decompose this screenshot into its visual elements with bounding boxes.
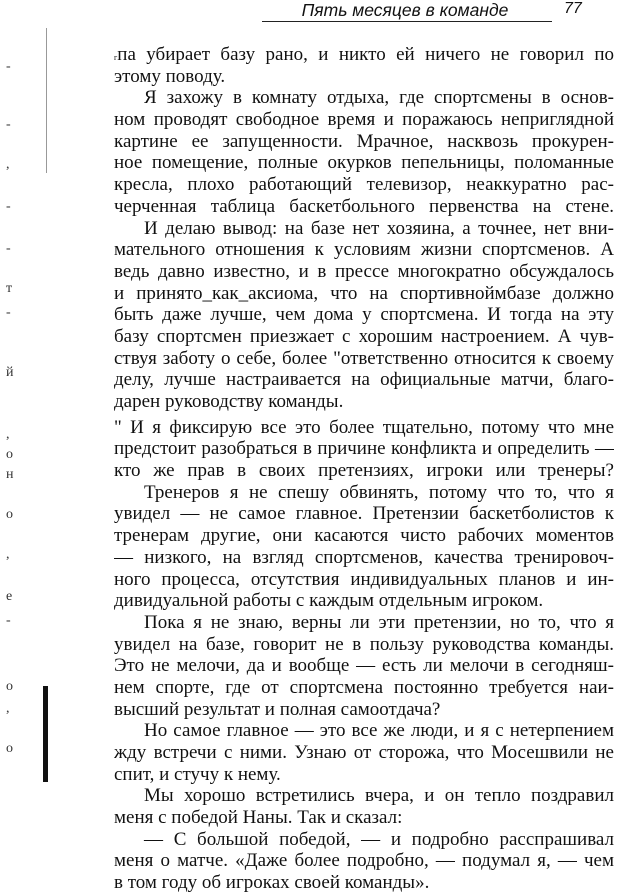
text-line [114,174,614,196]
text-line [114,807,614,829]
running-title: Пять месяцев в команде [301,0,509,20]
text-line-content: делу, лучше настраивается на официальные матчи, благо- [114,369,614,391]
text-line-content: мательного отношения к условиям жизни спортсменов. А [114,239,614,261]
margin-mark: - [6,117,11,132]
text-line-content: спит, и стучу к нему. [114,763,281,785]
text-line [114,503,614,525]
text-line-content: Пока я не знаю, верны ли эти претензии, но то, что я [144,611,614,633]
text-line [114,66,614,88]
text-line [114,872,614,894]
text-line [114,44,614,66]
text-line-content: меня о матче. «Даже более подробно, — подумал я, — чем [114,850,614,872]
text-line-content: па убирает базу рано, и никто ей ничего не говорил по [117,44,614,65]
text-line-content: этому поводу. [114,65,226,87]
text-line-content: увидел на базе, говорит не в пользу руководства команды. [114,633,614,655]
text-line-content: и принято_как_аксиома, что на спортивноймбазе должно [114,282,614,304]
text-line-content: дивидуальной работы с каждым отдельным игроком. [114,590,544,612]
text-line [114,218,614,240]
text-line [114,87,614,109]
line-prefix-mark: г [114,53,118,62]
text-line-content: базу спортсмен приезжает с хорошим настроением. А чув- [114,325,614,347]
text-line [114,547,614,569]
text-line [114,109,614,131]
text-line [114,764,614,786]
gutter-rule [46,28,47,173]
text-line-content: ствуя заботу о себе, более "ответственно относится к своему [114,347,614,369]
text-line-content: тренерам другие, они касаются чисто рабочих моментов [114,525,614,547]
text-line [114,261,614,283]
text-line-content: Мы хорошо встретились вчера, и он тепло поздравил [144,785,614,807]
text-line [114,283,614,305]
text-line-content: кто же прав в своих претензиях, игроки или тренеры? [114,460,614,482]
text-line-content: Но самое главное — это все же люди, и я с нетерпением [144,720,614,742]
margin-mark: - [6,613,11,628]
text-line-content: — низкого, на взгляд спортсменов, качества тренировоч- [114,546,614,568]
text-line-content: ном проводят свободное время и поражаюсь неприглядной [114,109,614,131]
margin-mark: , [6,547,10,562]
text-line-content: увидел — не самое главное. Претензии баскетболистов к [114,503,614,525]
text-line-content: кресла, плохо работающий телевизор, неаккуратно рас- [114,174,614,196]
margin-mark: , [6,427,10,442]
margin-mark: о [6,507,13,522]
text-line [114,460,614,482]
margin-mark: - [6,59,11,74]
text-line [114,742,614,764]
header-rule [262,21,552,22]
text-line-content: нем спорте, где от спортсмена постоянно требуется наи- [114,676,614,698]
margin-mark: т [6,281,13,296]
text-line [114,655,614,677]
margin-mark: о [6,447,13,462]
gutter-bar [43,686,48,782]
margin-mark: - [6,305,11,320]
text-line [114,482,614,504]
margin-mark: й [6,365,14,380]
text-line-content: Я захожу в комнату отдыха, где спортсмены в основ- [144,87,614,109]
text-line-content: быть даже лучше, чем дома у спортсмена. И тогда на эту [114,304,614,326]
text-line-content: И делаю вывод: на базе нет хозяина, а точнее, нет вни- [144,217,614,239]
margin-mark: о [6,679,13,694]
margin-mark: - [6,199,11,214]
margin-mark: н [6,467,14,482]
margin-mark: , [6,701,10,716]
text-line-content: дарен руководству команды. [114,391,344,412]
text-line-content: меня с победой Наны. Так и сказал: [114,807,403,829]
text-body [114,44,614,894]
text-line [114,391,614,413]
text-line-content: Это не мелочи, да и вообще — есть ли мелочи в сегодняш- [114,655,614,677]
text-line [114,525,614,547]
text-line-content: предстоит разобраться в причине конфликта и определить — [114,438,614,460]
text-line [114,417,614,439]
text-line-content: ное помещение, полные окурков пепельницы, поломанные [114,152,614,174]
text-line [114,569,614,591]
text-line [114,677,614,699]
text-line [114,326,614,348]
page-number: 77 [564,0,582,17]
text-line [114,829,614,851]
text-line-content: Тренеров я не спешу обвинять, потому что то, что я [144,481,614,503]
text-line [114,304,614,326]
text-line [114,612,614,634]
text-line [114,152,614,174]
margin-mark: о [6,741,13,756]
text-line-content: картине ее запущенности. Мрачное, насквозь прокурен- [114,130,614,152]
margin-mark: - [6,241,11,256]
text-line [114,785,614,807]
text-line-content: ного процесса, отсутствия индивидуальных планов и ин- [114,568,614,590]
text-line [114,590,614,612]
text-line-content: " И я фиксирую все это более тщательно, потому что мне [114,416,614,438]
text-line [114,131,614,153]
text-line [114,699,614,721]
text-line-content: высший результат и полная самоотдача? [114,698,441,720]
margin-mark: , [6,157,10,172]
text-line-content: жду встречи с ними. Узнаю от сторожа, что Мосешвили не [114,742,614,763]
margin-mark: е [6,589,13,604]
text-line [114,438,614,460]
text-line-content: ведь давно известно, и в прессе многократно обсуждалось [114,260,614,282]
text-line [114,348,614,370]
left-margin-bleed [0,0,20,856]
text-line [114,239,614,261]
text-line [114,850,614,872]
text-line-content: в том году об игроках своей команды». [114,872,430,894]
text-line-content: — С большой победой, — и подробно расспрашивал [144,828,614,850]
text-line [114,196,614,218]
text-line [114,369,614,391]
text-line [114,720,614,742]
text-line-content: черченная таблица баскетбольного первенства на стене. [114,195,614,217]
text-line [114,634,614,656]
